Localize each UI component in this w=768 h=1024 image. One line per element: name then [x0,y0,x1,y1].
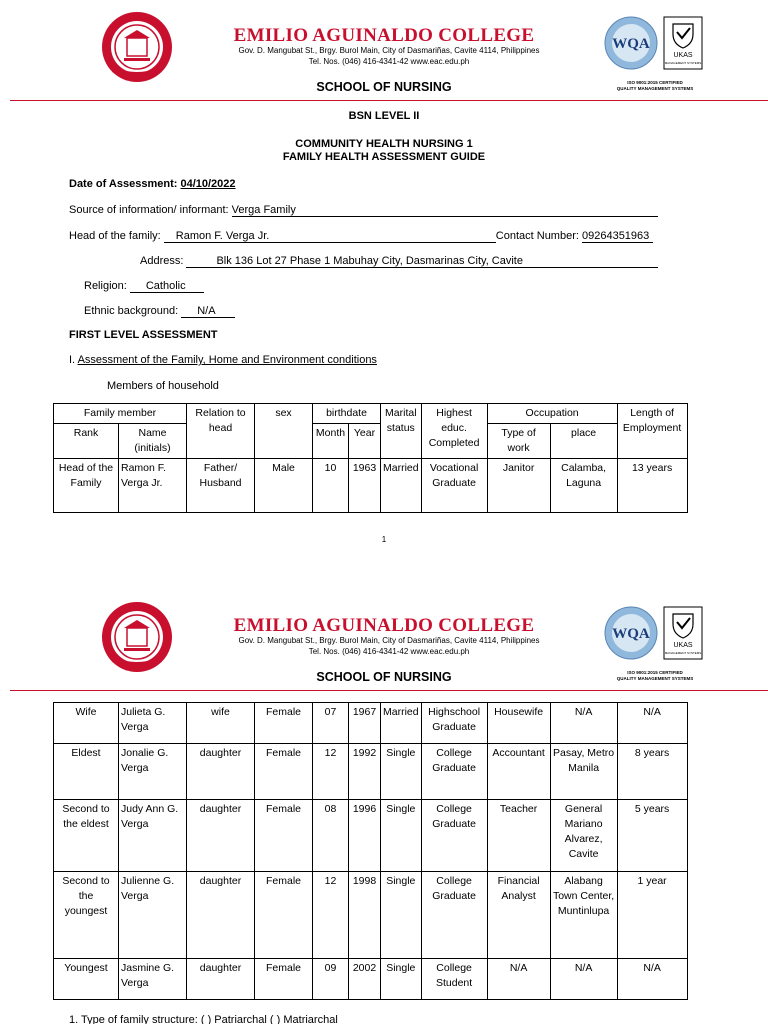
college-name: EMILIO AGUINALDO COLLEGE [233,25,535,46]
cell-length: 8 years [617,744,687,800]
cell-sex: Female [255,959,313,1000]
ethnic-label: Ethnic background: [84,305,182,317]
month-header: Month [313,424,349,459]
sex-header: sex [255,404,313,459]
cell-sex: Female [255,800,313,872]
college-name: EMILIO AGUINALDO COLLEGE [233,615,535,636]
letterhead [0,0,768,100]
source-of-information [69,204,658,217]
tel-line: Tel. Nos. (046) 416-4341-42 www.eac.edu.ph [308,57,470,66]
cell-marital: Single [381,872,422,959]
religion-label: Religion: [84,280,130,292]
cell-rank: Second to the eldest [54,800,119,872]
iso-line-1: ISO 9001:2015 CERTIFIED [627,670,683,675]
cell-year: 1998 [349,872,381,959]
address-line: Gov. D. Mangubat St., Brgy. Burol Main, City of Dasmariñas, Cavite 4114, Philippines [238,636,540,645]
source-label: Source of information/ informant: [69,204,232,216]
ethnic-value: N/A [181,305,235,318]
cell-relation: daughter [187,872,255,959]
school-of-nursing-title: SCHOOL OF NURSING [316,670,452,684]
cell-education: College Graduate [421,872,487,959]
cell-sex: Female [255,744,313,800]
document-page-2 [0,590,768,1024]
length-of-employment-header: Length of Employment [617,404,687,459]
cell-year: 2002 [349,959,381,1000]
address-line: Gov. D. Mangubat St., Brgy. Burol Main, City of Dasmariñas, Cavite 4114, Philippines [238,46,540,55]
cell-work: Janitor [487,459,550,513]
cell-education: Highschool Graduate [421,703,487,744]
cell-place: N/A [550,959,617,1000]
cell-relation: Father/ Husband [187,459,255,513]
cell-place: Alabang Town Center, Muntinlupa [550,872,617,959]
cell-place: N/A [550,703,617,744]
address-label: Address: [140,255,187,267]
letterhead [0,590,768,690]
iso-line-2: QUALITY MANAGEMENT SYSTEMS [616,676,694,681]
cell-rank: Second to the youngest [54,872,119,959]
ukas-subtext: MANAGEMENT SYSTEMS [664,651,702,655]
table-header-row-1 [54,404,688,424]
cell-name: Ramon F. Verga Jr. [119,459,187,513]
cell-work: Housewife [487,703,550,744]
section-assessment-title [69,354,377,366]
members-of-household-label: Members of household [107,380,219,392]
guide-heading: FAMILY HEALTH ASSESSMENT GUIDE [282,151,486,163]
relation-header: Relation to head [187,404,255,459]
ukas-subtext: MANAGEMENT SYSTEMS [664,61,702,65]
cell-relation: daughter [187,959,255,1000]
religion-value: Catholic [130,280,204,293]
wqa-text: WQA [612,626,650,642]
wqa-certification-logo [604,16,658,70]
cell-marital: Single [381,800,422,872]
cell-name: Judy Ann G. Verga [119,800,187,872]
name-header: Name (initials) [119,424,187,459]
contact-value: 09264351963 [582,230,653,243]
household-members-table [53,403,688,513]
table-row [54,872,688,959]
cell-length: N/A [617,703,687,744]
cell-sex: Female [255,703,313,744]
rank-header: Rank [54,424,119,459]
cell-education: Vocational Graduate [421,459,487,513]
cell-relation: daughter [187,800,255,872]
cell-month: 10 [313,459,349,513]
address [140,255,658,268]
cell-length: N/A [617,959,687,1000]
header-divider [10,690,768,691]
cell-marital: Single [381,744,422,800]
cell-rank: Eldest [54,744,119,800]
household-members-table-continued [53,702,688,1000]
cell-education: College Student [421,959,487,1000]
wqa-text: WQA [612,36,650,52]
cell-month: 07 [313,703,349,744]
cell-relation: wife [187,703,255,744]
ukas-certification-logo [663,16,703,70]
header-divider [10,100,768,101]
cell-year: 1967 [349,703,381,744]
occupation-header: Occupation [487,404,617,424]
school-of-nursing-title: SCHOOL OF NURSING [316,80,452,94]
cell-place: Calamba, Laguna [550,459,617,513]
cell-marital: Single [381,959,422,1000]
source-value: Verga Family [232,204,658,217]
course-heading: COMMUNITY HEALTH NURSING 1 [295,138,473,150]
iso-line-2: QUALITY MANAGEMENT SYSTEMS [616,86,694,91]
cell-name: Jasmine G. Verga [119,959,187,1000]
cell-year: 1996 [349,800,381,872]
family-member-header: Family member [54,404,187,424]
table-row [54,744,688,800]
marital-status-header: Marital status [381,404,422,459]
cell-month: 12 [313,744,349,800]
table-header-row-2 [54,424,688,459]
family-structure-item: 1. Type of family structure: ( ) Patriarchal ( ) Matriarchal [69,1014,338,1024]
cell-work: Accountant [487,744,550,800]
head-value: Ramon F. Verga Jr. [164,230,496,243]
ethnic-background [84,305,235,318]
birthdate-header: birthdate [313,404,381,424]
date-of-assessment [69,178,236,190]
cell-month: 09 [313,959,349,1000]
first-level-assessment-heading: FIRST LEVEL ASSESSMENT [69,329,218,341]
section-number: I. [69,354,78,366]
cell-length: 5 years [617,800,687,872]
ukas-certification-logo [663,606,703,660]
cell-rank: Head of the Family [54,459,119,513]
cell-education: College Graduate [421,800,487,872]
cell-place: General Mariano Alvarez, Cavite [550,800,617,872]
table-row [54,703,688,744]
cell-sex: Male [255,459,313,513]
cell-year: 1963 [349,459,381,513]
cell-work: N/A [487,959,550,1000]
contact-label: Contact Number: [495,230,582,242]
date-value: 04/10/2022 [180,178,236,190]
page-gap [0,565,768,590]
cell-marital: Married [381,703,422,744]
type-of-work-header: Type of work [487,424,550,459]
cell-place: Pasay, Metro Manila [550,744,617,800]
cell-rank: Youngest [54,959,119,1000]
cell-name: Julieta G. Verga [119,703,187,744]
religion [84,280,204,293]
cell-sex: Female [255,872,313,959]
ukas-text: UKAS [673,642,693,649]
cell-name: Jonalie G. Verga [119,744,187,800]
head-of-family [69,230,653,243]
cell-work: Teacher [487,800,550,872]
cell-month: 08 [313,800,349,872]
year-header: Year [349,424,381,459]
cell-work: Financial Analyst [487,872,550,959]
cell-year: 1992 [349,744,381,800]
cell-rank: Wife [54,703,119,744]
cell-education: College Graduate [421,744,487,800]
wqa-certification-logo [604,606,658,660]
address-value: Blk 136 Lot 27 Phase 1 Mabuhay City, Dasmarinas City, Cavite [186,255,658,268]
cell-month: 12 [313,872,349,959]
cell-marital: Married [381,459,422,513]
place-header: place [550,424,617,459]
iso-line-1: ISO 9001:2015 CERTIFIED [627,80,683,85]
section-title: Assessment of the Family, Home and Environment conditions [77,354,377,366]
highest-education-header: Highest educ. Completed [421,404,487,459]
head-label: Head of the family: [69,230,164,242]
cell-length: 13 years [617,459,687,513]
ukas-text: UKAS [673,52,693,59]
table-row [54,459,688,513]
level-heading: BSN LEVEL II [348,110,420,122]
tel-line: Tel. Nos. (046) 416-4341-42 www.eac.edu.ph [308,647,470,656]
cell-length: 1 year [617,872,687,959]
cell-name: Julienne G. Verga [119,872,187,959]
page-number: 1 [381,535,387,544]
table-row [54,959,688,1000]
cell-relation: daughter [187,744,255,800]
table-row [54,800,688,872]
date-label: Date of Assessment: [69,178,181,190]
